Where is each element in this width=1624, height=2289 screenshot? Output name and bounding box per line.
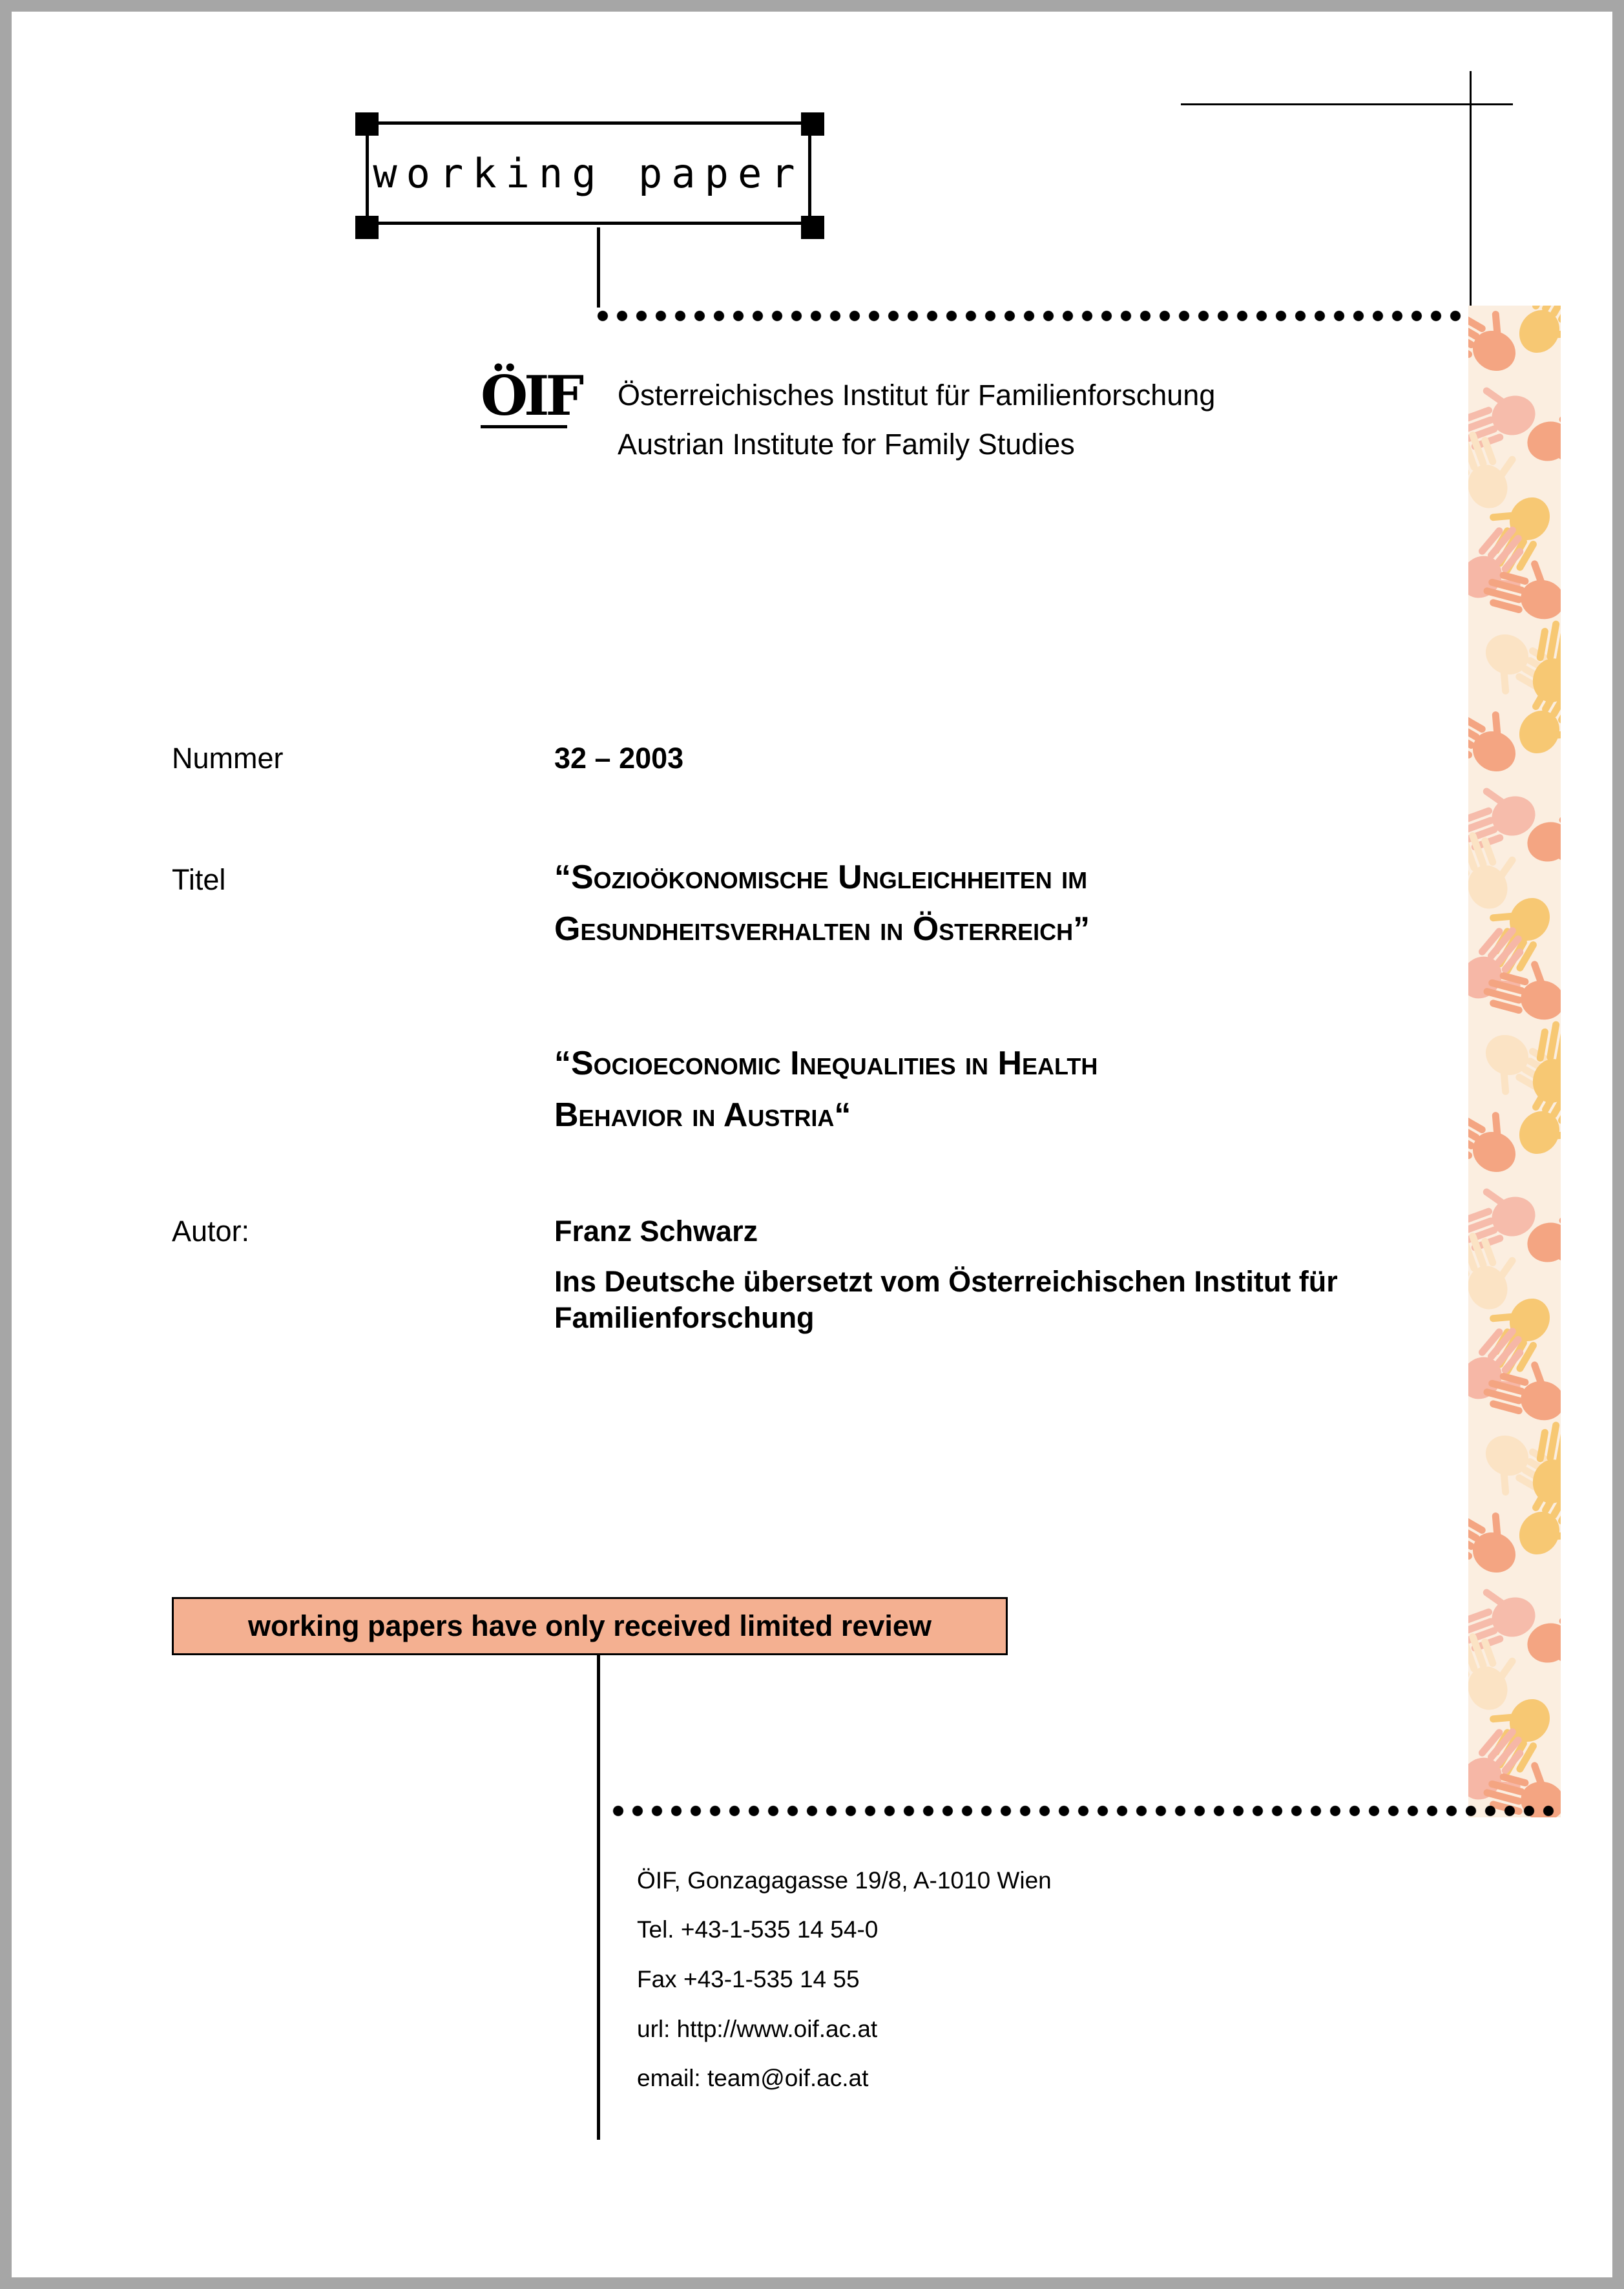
contact-tel: Tel. +43-1-535 14 54-0 xyxy=(637,1916,879,1943)
oif-logo xyxy=(481,364,581,428)
institute-name-de: Österreichisches Institut für Familienforschung xyxy=(618,379,1216,412)
title-de-line2: Gesundheitsverhalten in Österreich” xyxy=(554,910,1090,948)
badge-connector-line xyxy=(597,227,600,308)
title-en-line2: Behavior in Austria“ xyxy=(554,1096,851,1134)
badge-corner-handle xyxy=(801,216,824,239)
contact-address: ÖIF, Gonzagagasse 19/8, A-1010 Wien xyxy=(637,1867,1052,1894)
contact-fax: Fax +43-1-535 14 55 xyxy=(637,1966,860,1992)
working-paper-badge xyxy=(366,121,811,225)
title-en-line1: “Socioeconomic Inequalities in Health xyxy=(554,1045,1098,1082)
translation-note-line1: Ins Deutsche übersetzt vom Österreichischen Institut für xyxy=(554,1265,1338,1298)
number-value: 32 – 2003 xyxy=(554,742,684,775)
limited-review-notice xyxy=(172,1597,1008,1655)
institute-name-en: Austrian Institute for Family Studies xyxy=(618,428,1075,461)
number-label: Nummer xyxy=(172,742,284,775)
badge-corner-handle xyxy=(801,112,824,136)
contact-email: email: team@oif.ac.at xyxy=(637,2065,869,2091)
badge-corner-handle xyxy=(355,216,379,239)
title-de-line1: “Sozioökonomische Ungleichheiten im xyxy=(554,859,1088,896)
translation-note-line2: Familienforschung xyxy=(554,1301,815,1334)
author-label: Autor: xyxy=(172,1215,250,1248)
limited-review-text: working papers have only received limited review xyxy=(248,1609,932,1642)
bottom-dotted-divider xyxy=(609,1805,1562,1817)
title-label: Titel xyxy=(172,863,226,896)
working-paper-label: working paper xyxy=(373,149,804,197)
hands-pattern-icon xyxy=(1468,306,1561,1817)
badge-corner-handle xyxy=(355,112,379,136)
notice-connector-line xyxy=(597,1655,600,2140)
oif-logo-text: ÖIF xyxy=(481,364,581,428)
top-dotted-divider xyxy=(593,310,1562,322)
author-name: Franz Schwarz xyxy=(554,1215,758,1248)
contact-url: url: http://www.oif.ac.at xyxy=(637,2016,878,2042)
crop-mark-horizontal xyxy=(1181,103,1513,105)
document-page xyxy=(12,12,1612,2277)
